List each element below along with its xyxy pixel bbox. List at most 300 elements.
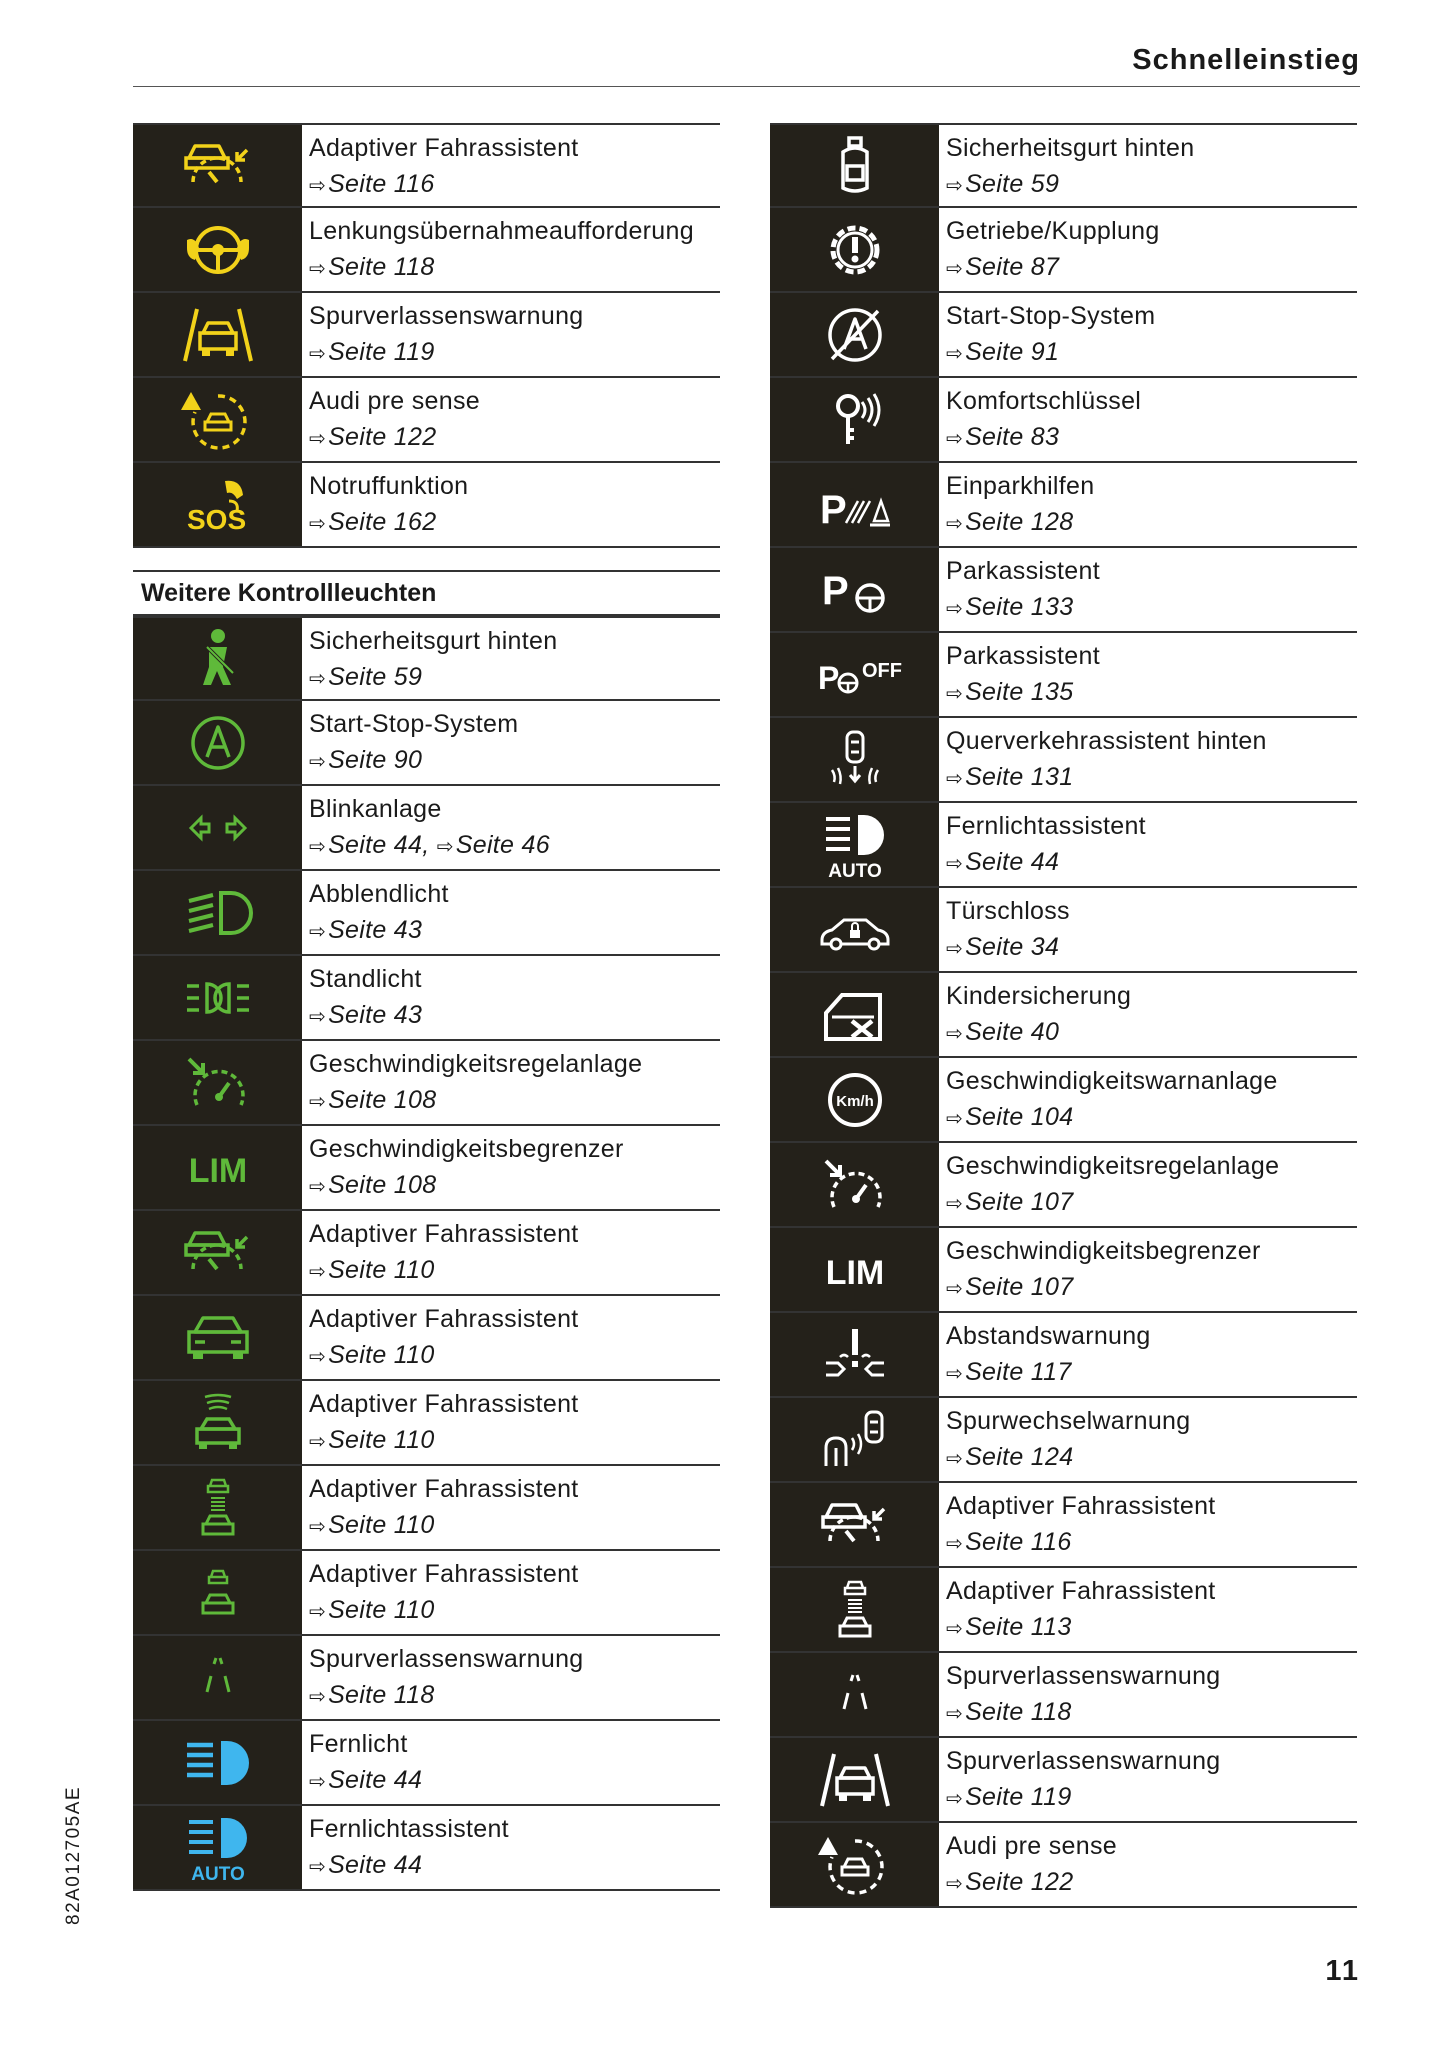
start-stop-off-icon-graphic xyxy=(818,303,892,367)
page-reference[interactable] xyxy=(946,1864,1117,1902)
reference-arrow-icon: ⇨ xyxy=(309,921,327,943)
page-reference[interactable] xyxy=(309,1592,579,1630)
child-lock-icon-graphic xyxy=(818,983,892,1047)
page-reference-link[interactable]: Seite 122 xyxy=(328,423,437,451)
reference-arrow-icon: ⇨ xyxy=(946,258,964,280)
table-row xyxy=(133,1636,720,1721)
entry-label: Adaptiver Fahrassistent xyxy=(946,1577,1216,1605)
speed-limiter-icon-graphic xyxy=(818,1238,892,1302)
table-row xyxy=(133,1041,720,1126)
reference-arrow-icon: ⇨ xyxy=(309,1601,327,1623)
table-row xyxy=(770,973,1357,1058)
entry-label: Adaptiver Fahrassistent xyxy=(309,1220,579,1248)
page-reference[interactable] xyxy=(309,1762,422,1800)
entry-text xyxy=(302,1551,579,1634)
entry-text xyxy=(939,803,1146,886)
svg-text:P: P xyxy=(821,568,849,613)
table-row xyxy=(133,616,720,701)
table-row xyxy=(133,1211,720,1296)
entry-label: Geschwindigkeitsregelanlage xyxy=(309,1050,643,1078)
reference-arrow-icon: ⇨ xyxy=(946,598,964,620)
page-reference-link[interactable]: Seite 118 xyxy=(328,1681,435,1709)
table-row xyxy=(133,786,720,871)
page-reference-link[interactable]: Seite 122 xyxy=(965,1868,1074,1896)
page-reference-link[interactable]: Seite 46 xyxy=(455,831,550,859)
page-reference-link[interactable]: Seite 104 xyxy=(965,1103,1074,1131)
speed-warning-icon-graphic xyxy=(818,1068,892,1132)
park-assist-off-icon xyxy=(770,633,939,716)
reference-arrow-icon: ⇨ xyxy=(309,1176,327,1198)
entry-label: Notruffunktion xyxy=(309,472,469,500)
reference-arrow-icon: ⇨ xyxy=(309,1261,327,1283)
svg-text:AUTO: AUTO xyxy=(190,1863,245,1885)
entry-text xyxy=(939,718,1267,801)
reference-arrow-icon: ⇨ xyxy=(946,1788,964,1810)
lane-change-warning-icon xyxy=(770,1398,939,1481)
page-reference-link[interactable]: Seite 119 xyxy=(965,1783,1072,1811)
entry-label: Adaptiver Fahrassistent xyxy=(309,1305,579,1333)
entry-text xyxy=(302,1721,422,1804)
acc-car-gauge-icon xyxy=(133,1211,302,1294)
table-row xyxy=(770,633,1357,718)
reference-arrow-icon: ⇨ xyxy=(309,513,327,535)
page-reference[interactable] xyxy=(309,334,584,372)
reference-arrow-icon: ⇨ xyxy=(309,1091,327,1113)
page-reference[interactable] xyxy=(946,1099,1278,1137)
page-reference[interactable] xyxy=(946,334,1155,372)
table-row xyxy=(770,1568,1357,1653)
page-reference-link[interactable]: Seite 133 xyxy=(965,593,1074,621)
high-beam-auto-icon-graphic xyxy=(181,1816,255,1885)
entry-text xyxy=(302,463,468,546)
lane-car-icon-graphic xyxy=(818,1748,892,1812)
distance-warning-icon xyxy=(770,1313,939,1396)
entry-label: Standlicht xyxy=(309,965,422,993)
svg-text:P: P xyxy=(819,487,847,532)
page-reference[interactable] xyxy=(309,912,449,950)
page-reference[interactable] xyxy=(946,1779,1221,1817)
page-reference[interactable] xyxy=(946,674,1100,712)
table-row xyxy=(770,548,1357,633)
pre-sense-icon xyxy=(770,1823,939,1906)
high-beam-icon xyxy=(133,1721,302,1804)
page-reference[interactable] xyxy=(946,1269,1261,1307)
entry-text xyxy=(939,1143,1279,1226)
reference-arrow-icon: ⇨ xyxy=(309,1856,327,1878)
page-reference-link[interactable]: Seite 118 xyxy=(965,1698,1072,1726)
table-row xyxy=(133,701,720,786)
cruise-control-icon-graphic xyxy=(818,1153,892,1217)
svg-text:P: P xyxy=(817,659,839,696)
entry-text xyxy=(939,378,1141,461)
reference-arrow-icon: ⇨ xyxy=(309,343,327,365)
high-beam-auto-icon xyxy=(133,1806,302,1889)
start-stop-icon xyxy=(133,701,302,784)
start-stop-icon-graphic xyxy=(181,711,255,775)
page-reference[interactable] xyxy=(309,659,557,697)
entry-label: Lenkungsübernahmeaufforderung xyxy=(309,217,694,245)
lane-car-icon-graphic xyxy=(181,303,255,367)
page-reference[interactable] xyxy=(946,929,1070,967)
page-reference-link[interactable]: Seite 110 xyxy=(328,1426,435,1454)
reference-arrow-icon: ⇨ xyxy=(946,343,964,365)
page-reference[interactable] xyxy=(309,1167,624,1205)
entry-text xyxy=(302,1041,642,1124)
car-front-icon xyxy=(133,1296,302,1379)
sos-icon xyxy=(133,463,302,546)
seatbelt-icon-graphic xyxy=(181,627,255,691)
cruise-control-icon xyxy=(133,1041,302,1124)
table-row xyxy=(770,1058,1357,1143)
page-reference[interactable] xyxy=(309,504,468,542)
page-reference-link[interactable]: Seite 34 xyxy=(965,933,1060,961)
page-reference[interactable] xyxy=(946,419,1141,457)
rear-seatbelt-icon-graphic xyxy=(818,134,892,198)
entry-label: Parkassistent xyxy=(946,642,1100,670)
entry-label: Getriebe/Kupplung xyxy=(946,217,1160,245)
page-reference-link[interactable]: Seite 131 xyxy=(965,763,1074,791)
page-reference-link[interactable]: Seite 110 xyxy=(328,1341,435,1369)
acc-car-gauge-icon-graphic xyxy=(181,1221,255,1285)
page-reference[interactable] xyxy=(309,419,480,457)
comfort-key-icon-graphic xyxy=(818,388,892,452)
entry-label: Geschwindigkeitsbegrenzer xyxy=(309,1135,624,1163)
page-reference[interactable] xyxy=(309,166,579,204)
table-row xyxy=(133,871,720,956)
entry-label: Komfortschlüssel xyxy=(946,387,1142,415)
entry-text xyxy=(302,1636,584,1719)
entry-label: Start-Stop-System xyxy=(309,710,519,738)
page-reference[interactable] xyxy=(946,1014,1131,1052)
page-reference-link[interactable]: Seite 117 xyxy=(965,1358,1072,1386)
acc-car-gauge-icon xyxy=(770,1483,939,1566)
reference-arrow-icon: ⇨ xyxy=(309,1431,327,1453)
entry-label: Adaptiver Fahrassistent xyxy=(309,1390,579,1418)
entry-text xyxy=(939,633,1100,716)
high-beam-auto-icon-graphic xyxy=(818,813,892,882)
reference-arrow-icon: ⇨ xyxy=(946,938,964,960)
pre-sense-icon-graphic xyxy=(818,1833,892,1897)
table-row xyxy=(133,463,720,548)
page-reference[interactable] xyxy=(309,1677,584,1715)
table-row xyxy=(133,293,720,378)
page-reference[interactable] xyxy=(946,504,1094,542)
page-reference[interactable] xyxy=(946,589,1100,627)
table-row xyxy=(770,378,1357,463)
page-reference-link[interactable]: Seite 43 xyxy=(328,916,423,944)
entry-text xyxy=(939,1653,1221,1736)
table-row xyxy=(770,1738,1357,1823)
page-reference[interactable] xyxy=(309,1847,509,1885)
svg-text:SOS: SOS xyxy=(186,503,246,535)
table-row xyxy=(770,1398,1357,1483)
left-top-table xyxy=(133,123,720,548)
reference-arrow-icon: ⇨ xyxy=(946,683,964,705)
page-reference-link[interactable]: Seite 124 xyxy=(965,1443,1074,1471)
table-row xyxy=(770,1228,1357,1313)
seatbelt-icon xyxy=(133,618,302,699)
entry-text xyxy=(302,1211,579,1294)
entry-text xyxy=(302,125,579,206)
page-reference-link[interactable]: Seite 59 xyxy=(965,170,1060,198)
page-reference-link[interactable]: Seite 110 xyxy=(328,1511,435,1539)
page-reference[interactable] xyxy=(946,1524,1216,1562)
entry-text xyxy=(939,1058,1278,1141)
entry-text xyxy=(939,888,1070,971)
entry-text xyxy=(939,1313,1151,1396)
page-reference-link[interactable]: Seite 44 xyxy=(328,1851,423,1879)
page-reference[interactable] xyxy=(946,1439,1190,1477)
start-stop-off-icon xyxy=(770,293,939,376)
table-row xyxy=(770,718,1357,803)
car-distance-icon xyxy=(770,1568,939,1651)
reference-arrow-icon: ⇨ xyxy=(309,1771,327,1793)
page-reference[interactable] xyxy=(946,844,1146,882)
entry-label: Geschwindigkeitsregelanlage xyxy=(946,1152,1280,1180)
page-reference-link[interactable]: Seite 44 xyxy=(328,1766,423,1794)
distance-warning-icon-graphic xyxy=(818,1323,892,1387)
page-reference-link[interactable]: Seite 107 xyxy=(965,1188,1074,1216)
page-number: 11 xyxy=(1325,1955,1360,1987)
entry-label: Geschwindigkeitswarnanlage xyxy=(946,1067,1278,1095)
steering-hands-icon-graphic xyxy=(181,218,255,282)
page-reference[interactable] xyxy=(309,827,550,865)
car-distance-icon-graphic xyxy=(181,1476,255,1540)
table-row xyxy=(133,123,720,208)
reference-arrow-icon: ⇨ xyxy=(309,751,327,773)
speed-limiter-icon xyxy=(133,1126,302,1209)
table-row xyxy=(770,888,1357,973)
section-heading: Weitere Kontrollleuchten xyxy=(133,570,720,616)
entry-text xyxy=(302,871,449,954)
entry-label: Spurverlassenswarnung xyxy=(946,1662,1221,1690)
reference-arrow-icon: ⇨ xyxy=(309,258,327,280)
document-code: 82A012705AE xyxy=(63,1785,84,1925)
page-reference-link[interactable]: Seite 40 xyxy=(965,1018,1060,1046)
table-row xyxy=(133,1551,720,1636)
page-reference[interactable] xyxy=(309,249,694,287)
table-row xyxy=(133,1381,720,1466)
page-reference-link[interactable]: Seite 116 xyxy=(965,1528,1072,1556)
page-reference-link[interactable]: Seite 107 xyxy=(965,1273,1074,1301)
reference-arrow-icon: ⇨ xyxy=(946,428,964,450)
page-reference-link[interactable]: Seite 91 xyxy=(965,338,1060,366)
lane-lines-icon-graphic xyxy=(818,1663,892,1727)
car-small-distance-icon-graphic xyxy=(181,1561,255,1625)
page-reference-link[interactable]: Seite 113 xyxy=(965,1613,1072,1641)
table-row xyxy=(770,208,1357,293)
entry-text xyxy=(302,208,694,291)
page-reference-link[interactable]: Seite 135 xyxy=(965,678,1074,706)
entry-text xyxy=(302,1381,579,1464)
entry-label: Einparkhilfen xyxy=(946,472,1095,500)
speed-limiter-icon-graphic xyxy=(181,1136,255,1200)
entry-label: Fernlichtassistent xyxy=(309,1815,509,1843)
entry-text xyxy=(939,208,1160,291)
rear-seatbelt-icon xyxy=(770,125,939,206)
high-beam-icon-graphic xyxy=(181,1731,255,1795)
svg-text:Km/h: Km/h xyxy=(835,1092,874,1110)
entry-text xyxy=(302,293,584,376)
page-reference-link[interactable]: Seite 43 xyxy=(328,1001,423,1029)
page-reference[interactable] xyxy=(946,1184,1279,1222)
reference-arrow-icon: ⇨ xyxy=(309,1686,327,1708)
entry-label: Adaptiver Fahrassistent xyxy=(309,134,579,162)
lane-lines-icon xyxy=(133,1636,302,1719)
reference-arrow-icon: ⇨ xyxy=(309,836,327,858)
entry-text xyxy=(302,701,518,784)
car-small-distance-icon xyxy=(133,1551,302,1634)
reference-arrow-icon: ⇨ xyxy=(309,1516,327,1538)
table-row xyxy=(770,1483,1357,1568)
reference-arrow-icon: ⇨ xyxy=(309,668,327,690)
svg-text:OFF: OFF xyxy=(861,659,902,682)
entry-label: Sicherheitsgurt hinten xyxy=(309,627,558,655)
table-row xyxy=(770,293,1357,378)
page-reference-link[interactable]: Seite 59 xyxy=(328,663,423,691)
gearbox-icon-graphic xyxy=(818,218,892,282)
entry-label: Audi pre sense xyxy=(946,1832,1117,1860)
pre-sense-icon xyxy=(133,378,302,461)
table-row xyxy=(133,378,720,463)
sos-icon-graphic xyxy=(181,473,255,537)
page-reference[interactable] xyxy=(309,997,422,1035)
reference-arrow-icon: ⇨ xyxy=(946,1703,964,1725)
page-reference-link[interactable]: Seite 119 xyxy=(328,338,435,366)
page-reference-link[interactable]: Seite 44 xyxy=(965,848,1060,876)
right-table xyxy=(770,123,1357,1908)
page-reference[interactable] xyxy=(946,759,1267,797)
page-reference[interactable] xyxy=(309,1337,579,1375)
page-reference-link[interactable]: Seite 83 xyxy=(965,423,1060,451)
page-reference-link[interactable]: Seite 87 xyxy=(965,253,1060,281)
entry-label: Spurverlassenswarnung xyxy=(946,1747,1221,1775)
acc-car-gauge-icon-graphic xyxy=(818,1493,892,1557)
page-reference[interactable] xyxy=(946,249,1160,287)
cruise-control-icon-graphic xyxy=(181,1051,255,1115)
speed-limiter-icon xyxy=(770,1228,939,1311)
page-reference[interactable] xyxy=(309,742,518,780)
parking-aid-icon-graphic xyxy=(818,473,892,537)
park-assist-icon xyxy=(770,548,939,631)
reference-arrow-icon: ⇨ xyxy=(946,1448,964,1470)
entry-label: Adaptiver Fahrassistent xyxy=(309,1560,579,1588)
turn-signal-icon-graphic xyxy=(181,796,255,860)
entry-text xyxy=(302,618,557,699)
entry-text xyxy=(939,1483,1216,1566)
page-reference-link[interactable]: Seite 110 xyxy=(328,1256,435,1284)
park-assist-off-icon-graphic xyxy=(817,643,902,707)
steering-hands-icon xyxy=(133,208,302,291)
parking-aid-icon xyxy=(770,463,939,546)
reference-arrow-icon: ⇨ xyxy=(946,853,964,875)
page-reference-link[interactable]: Seite 118 xyxy=(328,253,435,281)
table-row xyxy=(133,1721,720,1806)
reference-arrow-icon: ⇨ xyxy=(309,1346,327,1368)
entry-label: Kindersicherung xyxy=(946,982,1132,1010)
page-reference-link[interactable]: Seite 110 xyxy=(328,1596,435,1624)
entry-label: Abblendlicht xyxy=(309,880,449,908)
page-reference-link[interactable]: Seite 44, xyxy=(328,831,430,859)
page-reference[interactable] xyxy=(309,1082,642,1120)
parking-light-icon xyxy=(133,956,302,1039)
reference-arrow-icon: ⇨ xyxy=(946,513,964,535)
entry-text xyxy=(302,1296,579,1379)
table-row xyxy=(770,123,1357,208)
svg-text:LIM: LIM xyxy=(825,1253,884,1292)
car-front-icon-graphic xyxy=(181,1306,255,1370)
page-reference-link[interactable]: Seite 108 xyxy=(328,1171,437,1199)
car-distance-icon-graphic xyxy=(818,1578,892,1642)
entry-text xyxy=(939,125,1194,206)
reference-arrow-icon: ⇨ xyxy=(309,1006,327,1028)
page-reference-link[interactable]: Seite 162 xyxy=(328,508,437,536)
park-assist-icon-graphic xyxy=(818,558,892,622)
page-reference[interactable] xyxy=(946,166,1194,204)
child-lock-icon xyxy=(770,973,939,1056)
entry-text xyxy=(939,463,1094,546)
table-row xyxy=(770,1313,1357,1398)
table-row xyxy=(133,1466,720,1551)
entry-text xyxy=(939,1823,1117,1906)
rear-cross-traffic-icon-graphic xyxy=(818,728,892,792)
header-rule xyxy=(133,86,1360,87)
page-reference-link[interactable]: Seite 116 xyxy=(328,170,435,198)
high-beam-auto-icon xyxy=(770,803,939,886)
page-reference-link[interactable]: Seite 90 xyxy=(328,746,423,774)
lane-lines-icon-graphic xyxy=(181,1646,255,1710)
page-reference-link[interactable]: Seite 128 xyxy=(965,508,1074,536)
entry-label: Audi pre sense xyxy=(309,387,480,415)
acc-car-gauge-icon-graphic xyxy=(181,134,255,198)
entry-text xyxy=(939,973,1131,1056)
entry-text xyxy=(302,956,422,1039)
lane-car-icon xyxy=(770,1738,939,1821)
table-row xyxy=(133,208,720,293)
page-reference[interactable] xyxy=(309,1507,579,1545)
entry-label: Spurverlassenswarnung xyxy=(309,302,584,330)
entry-label: Fernlichtassistent xyxy=(946,812,1146,840)
page-reference-link[interactable]: Seite 108 xyxy=(328,1086,437,1114)
comfort-key-icon xyxy=(770,378,939,461)
reference-arrow-icon: ⇨ xyxy=(946,1533,964,1555)
page-reference[interactable] xyxy=(946,1609,1216,1647)
entry-text xyxy=(302,1466,579,1549)
entry-text xyxy=(302,378,480,461)
page-reference[interactable] xyxy=(946,1354,1151,1392)
page-reference[interactable] xyxy=(309,1422,579,1460)
car-waves-icon-graphic xyxy=(181,1391,255,1455)
table-row xyxy=(133,1806,720,1891)
pre-sense-icon-graphic xyxy=(181,388,255,452)
reference-arrow-icon: ⇨ xyxy=(946,175,964,197)
car-distance-icon xyxy=(133,1466,302,1549)
table-row xyxy=(770,1653,1357,1738)
page-reference[interactable] xyxy=(309,1252,579,1290)
door-lock-icon xyxy=(770,888,939,971)
table-row xyxy=(133,1296,720,1381)
gearbox-icon xyxy=(770,208,939,291)
reference-arrow-icon: ⇨ xyxy=(946,768,964,790)
acc-car-gauge-icon xyxy=(133,125,302,206)
turn-signal-icon xyxy=(133,786,302,869)
page-reference[interactable] xyxy=(946,1694,1221,1732)
left-column xyxy=(133,123,720,1891)
car-waves-icon xyxy=(133,1381,302,1464)
reference-arrow-icon: ⇨ xyxy=(946,1108,964,1130)
entry-text xyxy=(302,786,550,869)
entry-label: Abstandswarnung xyxy=(946,1322,1151,1350)
